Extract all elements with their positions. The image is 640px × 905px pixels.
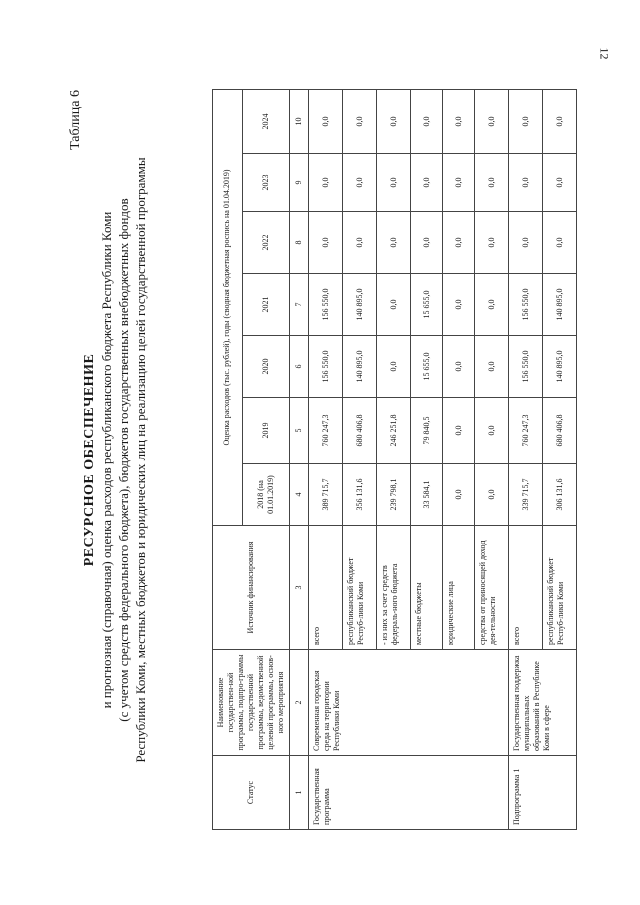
value-cell: 0,0 <box>443 154 475 212</box>
source-cell: средства от приносящей доход дея-тельности <box>475 526 509 650</box>
value-cell: 33 584,1 <box>411 464 443 526</box>
program-name-cell: Современная городская среда на территории Республики Коми <box>309 650 509 756</box>
column-number: 10 <box>290 89 309 153</box>
subtitle-line: и прогнозная (справочная) оценка расходов республиканского бюджета Республики Коми <box>99 211 114 709</box>
value-cell: 0,0 <box>309 212 343 274</box>
value-cell: 0,0 <box>377 274 411 336</box>
column-number: 5 <box>290 398 309 464</box>
value-cell: 0,0 <box>343 154 377 212</box>
value-cell: 0,0 <box>543 154 577 212</box>
source-cell: всего <box>309 526 343 650</box>
value-cell: 0,0 <box>475 464 509 526</box>
value-cell: 79 840,5 <box>411 398 443 464</box>
value-cell: 680 406,8 <box>343 398 377 464</box>
value-cell: 0,0 <box>443 398 475 464</box>
source-cell: - из них за счет средств федераль-ного бюджета <box>377 526 411 650</box>
value-cell: 140 895,0 <box>343 274 377 336</box>
value-cell: 0,0 <box>475 212 509 274</box>
source-cell: республиканский бюджет Респуб-лики Коми <box>343 526 377 650</box>
value-cell: 140 895,0 <box>343 336 377 398</box>
value-cell: 0,0 <box>443 464 475 526</box>
value-cell: 680 406,8 <box>543 398 577 464</box>
resource-table <box>212 89 577 830</box>
column-number: 9 <box>290 154 309 212</box>
column-number-row <box>290 89 309 829</box>
value-cell: 0,0 <box>475 154 509 212</box>
value-cell: 156 550,0 <box>509 336 543 398</box>
header-year: 2021 <box>242 274 289 336</box>
value-cell: 0,0 <box>509 154 543 212</box>
value-cell: 140 895,0 <box>543 274 577 336</box>
value-cell: 0,0 <box>475 398 509 464</box>
subtitle-line: (с учетом средств федерального бюджета), бюджетов государственных внебюджетных фондов <box>116 198 131 722</box>
value-cell: 15 655,0 <box>411 336 443 398</box>
value-cell: 0,0 <box>411 89 443 153</box>
value-cell: 389 715,7 <box>309 464 343 526</box>
column-number: 2 <box>290 650 309 756</box>
value-cell: 0,0 <box>509 212 543 274</box>
header-year: 2020 <box>242 336 289 398</box>
value-cell: 156 550,0 <box>309 274 343 336</box>
column-number: 4 <box>290 464 309 526</box>
header-year: 2023 <box>242 154 289 212</box>
value-cell: 0,0 <box>443 212 475 274</box>
header-status: Статус <box>213 756 290 830</box>
value-cell: 0,0 <box>475 274 509 336</box>
header-estimate-group: Оценка расходов (тыс. рублей), годы (сводная бюджетная роспись на 01.04.2019) <box>213 89 243 525</box>
table-row <box>509 89 543 829</box>
value-cell: 760 247,3 <box>509 398 543 464</box>
column-number: 8 <box>290 212 309 274</box>
value-cell: 356 131,6 <box>343 464 377 526</box>
value-cell: 0,0 <box>543 212 577 274</box>
table-row <box>309 89 343 829</box>
value-cell: 246 251,8 <box>377 398 411 464</box>
value-cell: 0,0 <box>343 89 377 153</box>
header-year: 2022 <box>242 212 289 274</box>
value-cell: 0,0 <box>509 89 543 153</box>
value-cell: 140 895,0 <box>543 336 577 398</box>
column-number: 1 <box>290 756 309 830</box>
value-cell: 0,0 <box>377 336 411 398</box>
header-year: 2018 (на 01.01.2019) <box>242 464 289 526</box>
rotated-page-content <box>60 80 620 840</box>
header-name: Наименование государствен-ной программы, подпро-граммы государственной программы, ведомственной целевой программы, основ-ного мероприятия <box>213 650 290 756</box>
header-year: 2024 <box>242 89 289 153</box>
page-number: 12 <box>597 47 612 60</box>
column-number: 3 <box>290 526 309 650</box>
value-cell: 0,0 <box>377 212 411 274</box>
value-cell: 760 247,3 <box>309 398 343 464</box>
value-cell: 0,0 <box>309 154 343 212</box>
title-block <box>82 80 149 840</box>
value-cell: 0,0 <box>543 89 577 153</box>
column-number: 6 <box>290 336 309 398</box>
value-cell: 0,0 <box>343 212 377 274</box>
value-cell: 0,0 <box>475 336 509 398</box>
header-row <box>213 89 243 829</box>
document-header <box>60 80 200 840</box>
subtitle-line: Республики Коми, местных бюджетов и юридических лиц на реализацию целей государственной программы <box>133 157 148 763</box>
source-cell: юридические лица <box>443 526 475 650</box>
value-cell: 156 550,0 <box>309 336 343 398</box>
header-source: Источник финансирования <box>213 526 290 650</box>
value-cell: 339 715,7 <box>509 464 543 526</box>
table-label: Таблица 6 <box>68 90 83 150</box>
value-cell: 306 131,6 <box>543 464 577 526</box>
value-cell: 0,0 <box>377 154 411 212</box>
source-cell: республиканский бюджет Респуб-лики Коми <box>543 526 577 650</box>
status-cell: Государственная программа <box>309 756 509 830</box>
header-year: 2019 <box>242 398 289 464</box>
value-cell: 156 550,0 <box>509 274 543 336</box>
value-cell: 0,0 <box>411 212 443 274</box>
column-number: 7 <box>290 274 309 336</box>
value-cell: 0,0 <box>309 89 343 153</box>
value-cell: 0,0 <box>377 89 411 153</box>
value-cell: 0,0 <box>411 154 443 212</box>
value-cell: 239 798,1 <box>377 464 411 526</box>
status-cell: Подпрограмма 1 <box>509 756 577 830</box>
value-cell: 0,0 <box>443 89 475 153</box>
value-cell: 0,0 <box>475 89 509 153</box>
value-cell: 0,0 <box>443 336 475 398</box>
document-title: РЕСУРСНОЕ ОБЕСПЕЧЕНИЕ <box>82 353 97 567</box>
value-cell: 15 655,0 <box>411 274 443 336</box>
source-cell: всего <box>509 526 543 650</box>
value-cell: 0,0 <box>443 274 475 336</box>
source-cell: местные бюджеты <box>411 526 443 650</box>
program-name-cell: Государственная поддержка муниципальных образований в Республике Коми в сфере <box>509 650 577 756</box>
